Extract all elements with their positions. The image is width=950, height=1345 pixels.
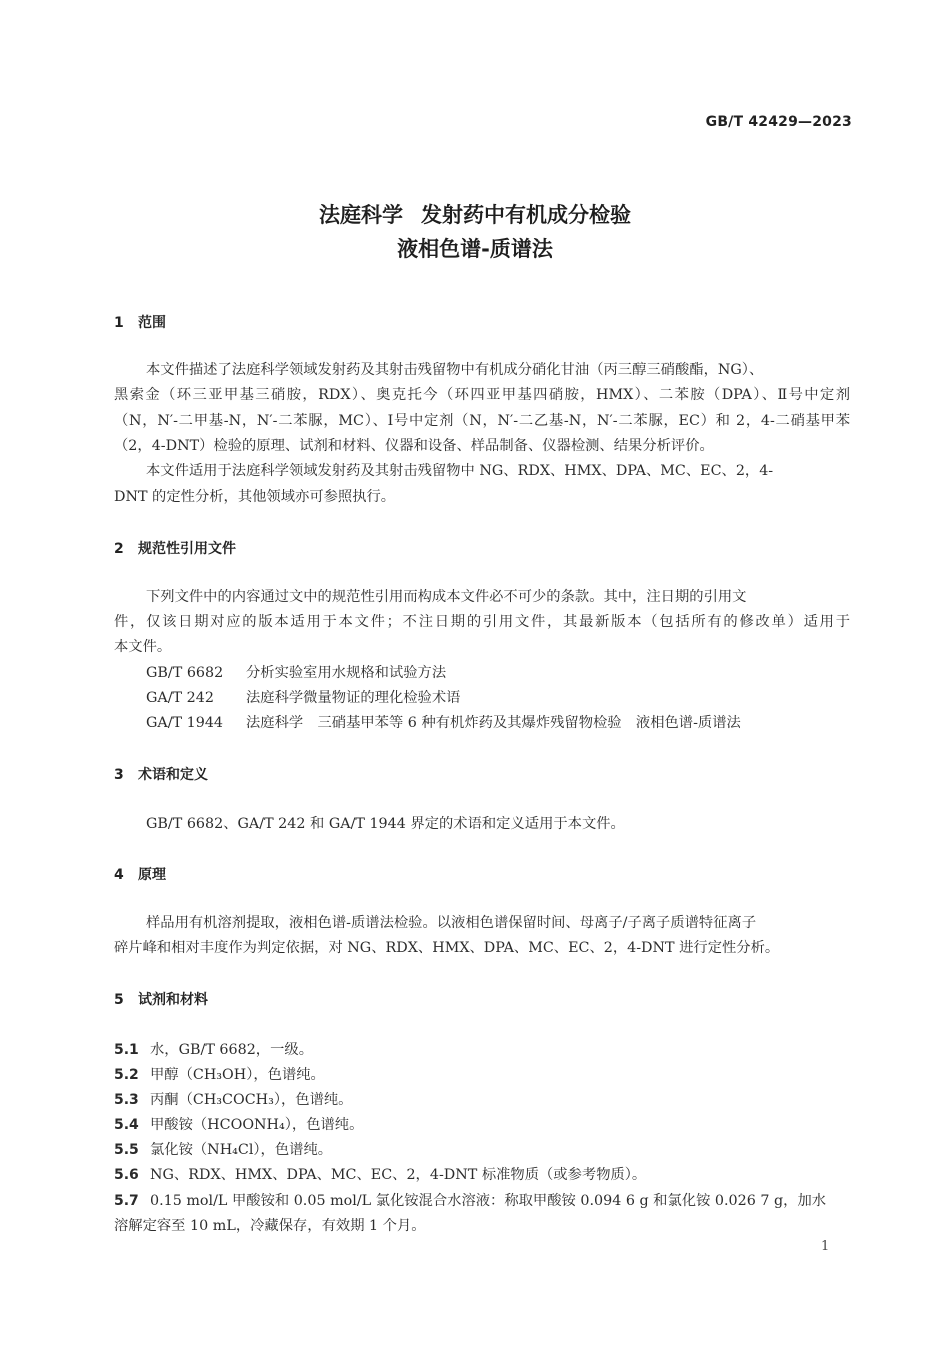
paragraph-line: 本文件适用于法庭科学领域发射药及其射击残留物中 NG、RDX、HMX、DPA、MC、EC、2，4- bbox=[146, 463, 774, 479]
reagent-item: 5.5 氯化铵（NH₄Cl），色谱纯。 bbox=[114, 1142, 333, 1158]
section-heading-normative-references: 2 规范性引用文件 bbox=[114, 541, 236, 557]
document-title-line-1: 法庭科学 发射药中有机成分检验 bbox=[319, 203, 631, 227]
paragraph-line: DNT 的定性分析，其他领域亦可参照执行。 bbox=[114, 489, 396, 505]
section-heading-principle: 4 原理 bbox=[114, 867, 166, 883]
reagent-item: 5.6 NG、RDX、HMX、DPA、MC、EC、2，4-DNT 标准物质（或参考物质）。 bbox=[114, 1167, 647, 1183]
paragraph-line: （N，N′-二甲基-N，N′-二苯脲，MC）、Ⅰ号中定剂（N，N′-二乙基-N，N′-二苯脲，EC）和 2，4-二硝基甲苯 bbox=[114, 413, 850, 429]
paragraph-line: 件，仅该日期对应的版本适用于本文件；不注日期的引用文件，其最新版本（包括所有的修改单）适用于 bbox=[114, 614, 850, 630]
reagent-item: 5.3 丙酮（CH₃COCH₃），色谱纯。 bbox=[114, 1092, 353, 1108]
paragraph-line: （2，4-DNT）检验的原理、试剂和材料、仪器和设备、样品制备、仪器检测、结果分析评价。 bbox=[114, 438, 714, 454]
paragraph-line: 下列文件中的内容通过文中的规范性引用而构成本文件必不可少的条款。其中，注日期的引用文 bbox=[146, 589, 747, 605]
paragraph-line: 样品用有机溶剂提取，液相色谱-质谱法检验。以液相色谱保留时间、母离子/子离子质谱特征离子 bbox=[146, 915, 757, 931]
reference-item: GA/T 242 法庭科学微量物证的理化检验术语 bbox=[146, 690, 461, 706]
reagent-item: 5.2 甲醇（CH₃OH），色谱纯。 bbox=[114, 1067, 325, 1083]
reagent-item-continuation: 溶解定容至 10 mL，冷藏保存，有效期 1 个月。 bbox=[114, 1218, 426, 1234]
paragraph-line: 本文件描述了法庭科学领域发射药及其射击残留物中有机成分硝化甘油（丙三醇三硝酸酯，NG）、 bbox=[146, 362, 764, 378]
paragraph-line: GB/T 6682、GA/T 242 和 GA/T 1944 界定的术语和定义适用于本文件。 bbox=[146, 816, 625, 832]
section-heading-scope: 1 范围 bbox=[114, 315, 166, 331]
reagent-item: 5.7 0.15 mol/L 甲酸铵和 0.05 mol/L 氯化铵混合水溶液：称取甲酸铵 0.094 6 g 和氯化铵 0.026 7 g，加水 bbox=[114, 1193, 827, 1209]
reagent-item: 5.1 水，GB/T 6682，一级。 bbox=[114, 1042, 313, 1058]
reagent-item: 5.4 甲酸铵（HCOONH₄），色谱纯。 bbox=[114, 1117, 364, 1133]
document-title-line-2: 液相色谱-质谱法 bbox=[397, 237, 553, 261]
paragraph-line: 碎片峰和相对丰度作为判定依据，对 NG、RDX、HMX、DPA、MC、EC、2，4-DNT 进行定性分析。 bbox=[114, 940, 780, 956]
page-number: 1 bbox=[821, 1239, 830, 1254]
section-heading-terms-definitions: 3 术语和定义 bbox=[114, 767, 208, 783]
paragraph-line: 黑索金（环三亚甲基三硝胺，RDX）、奥克托今（环四亚甲基四硝胺，HMX）、二苯胺（DPA）、Ⅱ号中定剂 bbox=[114, 387, 850, 403]
paragraph-line: 本文件。 bbox=[114, 639, 172, 655]
reference-item: GA/T 1944 法庭科学 三硝基甲苯等 6 种有机炸药及其爆炸残留物检验 液相色谱-质谱法 bbox=[146, 715, 741, 731]
standard-code: GB/T 42429—2023 bbox=[705, 114, 852, 130]
section-heading-reagents-materials: 5 试剂和材料 bbox=[114, 992, 208, 1008]
reference-item: GB/T 6682 分析实验室用水规格和试验方法 bbox=[146, 665, 447, 681]
